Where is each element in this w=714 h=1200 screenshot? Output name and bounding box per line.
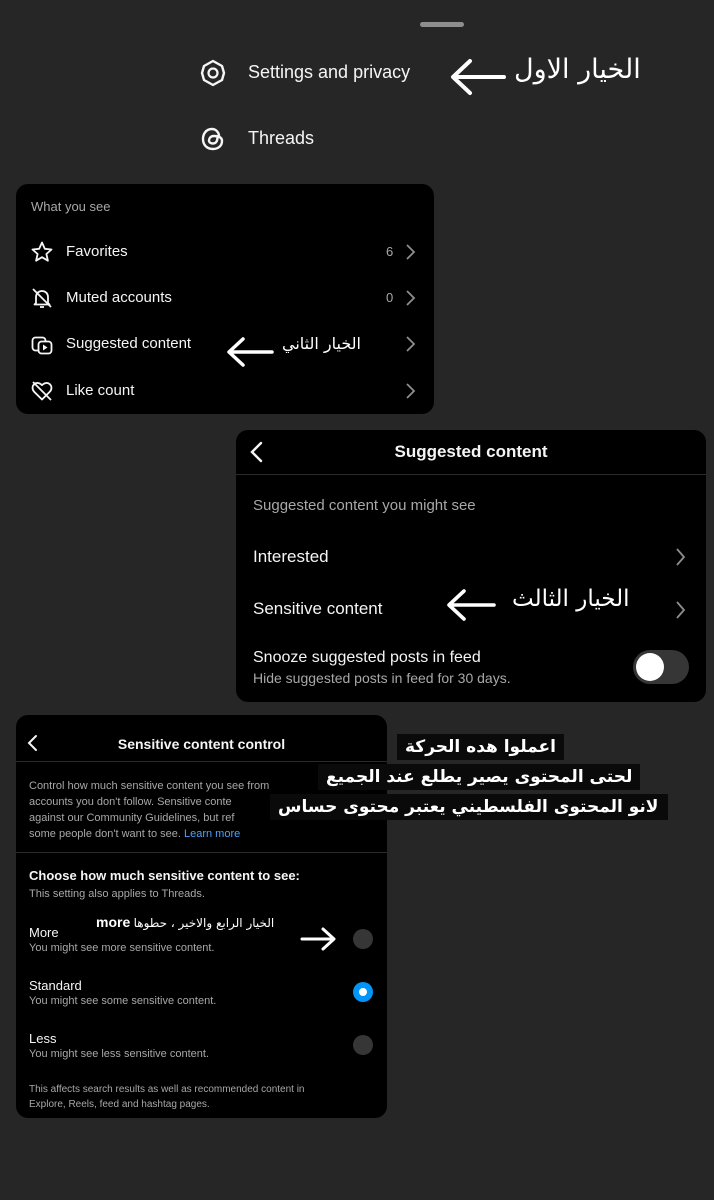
threads-label: Threads xyxy=(248,128,315,148)
option-label: Standard xyxy=(29,978,82,993)
gear-icon xyxy=(198,58,228,88)
option-label: Less xyxy=(29,1031,57,1046)
description-line: Control how much sensitive content you see from xyxy=(29,780,270,792)
annotation-fourth-option xyxy=(96,914,274,930)
favorites-label: Favorites xyxy=(66,243,128,260)
choose-heading: Choose how much sensitive content to see: xyxy=(29,868,300,883)
radio-less[interactable] xyxy=(353,1035,373,1055)
suggested-content-label: Suggested content xyxy=(66,335,192,352)
like-count-item[interactable] xyxy=(16,371,434,411)
description-line: some people don't want to see. xyxy=(29,828,181,840)
threads-item[interactable] xyxy=(180,114,706,164)
section-header: What you see xyxy=(31,199,111,214)
footer-line: This affects search results as well as recommended content in xyxy=(29,1084,305,1095)
option-description: You might see some sensitive content. xyxy=(29,995,217,1007)
favorites-item[interactable] xyxy=(16,232,434,272)
chevron-right-icon xyxy=(404,289,416,307)
annotation-text: الخيار الرابع والاخير ، حطوها xyxy=(133,916,275,930)
muted-accounts-count: 0 xyxy=(386,290,394,305)
drag-handle[interactable] xyxy=(420,22,464,27)
radio-standard[interactable] xyxy=(353,982,373,1002)
divider xyxy=(16,761,387,762)
muted-accounts-item[interactable] xyxy=(16,278,434,318)
choose-subheading: This setting also applies to Threads. xyxy=(29,888,205,900)
suggested-content-icon xyxy=(30,332,54,356)
arrow-left-icon xyxy=(224,334,276,370)
option-standard[interactable] xyxy=(16,973,387,1017)
snooze-toggle[interactable] xyxy=(633,650,689,684)
chevron-right-icon xyxy=(404,382,416,400)
footer-line: Explore, Reels, feed and hashtag pages. xyxy=(29,1099,210,1110)
interested-label: Interested xyxy=(253,547,329,566)
arrow-right-icon xyxy=(298,924,338,954)
threads-icon xyxy=(198,124,228,154)
snooze-subtitle: Hide suggested posts in feed for 30 days. xyxy=(253,670,511,686)
heart-off-icon xyxy=(30,379,54,403)
chevron-right-icon xyxy=(404,335,416,353)
muted-accounts-label: Muted accounts xyxy=(66,289,172,306)
option-description: You might see less sensitive content. xyxy=(29,1048,209,1060)
like-count-label: Like count xyxy=(66,382,135,399)
arrow-left-icon xyxy=(444,586,498,624)
footer-note xyxy=(29,1082,305,1112)
settings-label: Settings and privacy xyxy=(248,62,411,82)
option-less[interactable] xyxy=(16,1026,387,1070)
chevron-right-icon xyxy=(404,243,416,261)
what-you-see-panel xyxy=(16,184,434,414)
section-header: Suggested content you might see xyxy=(253,497,476,514)
divider xyxy=(16,852,387,853)
page-title: Sensitive content control xyxy=(117,736,286,752)
caption-line-1: اعملوا هده الحركة xyxy=(397,734,564,760)
option-label: More xyxy=(29,925,59,940)
chevron-right-icon xyxy=(674,600,686,620)
star-icon xyxy=(30,240,54,264)
option-description: You might see more sensitive content. xyxy=(29,942,215,954)
sensitive-content-label: Sensitive content xyxy=(253,599,383,618)
learn-more-link[interactable]: Learn more xyxy=(183,828,241,840)
menu-sheet xyxy=(180,8,706,180)
toggle-knob xyxy=(636,653,664,681)
annotation-bold: more xyxy=(96,914,131,930)
annotation-first-option: الخيار الاول xyxy=(514,54,641,85)
page-title: Suggested content xyxy=(394,442,548,461)
caption-line-3: لانو المحتوى الفلسطيني يعتبر محتوى حساس xyxy=(270,794,668,820)
favorites-count: 6 xyxy=(386,244,394,259)
chevron-right-icon xyxy=(674,547,686,567)
description-line: against our Community Guidelines, but ref xyxy=(29,812,235,824)
description-line: accounts you don't follow. Sensitive conte xyxy=(29,796,232,808)
annotation-third-option: الخيار الثالث xyxy=(512,586,630,612)
snooze-item xyxy=(236,646,706,692)
arrow-left-icon xyxy=(448,56,508,98)
divider xyxy=(236,474,706,475)
annotation-second-option: الخيار الثاني xyxy=(282,334,361,353)
caption-line-2: لحتى المحتوى يصير يطلع عند الجميع xyxy=(318,764,640,790)
muted-bell-icon xyxy=(30,286,54,310)
suggested-content-panel xyxy=(236,430,706,702)
interested-item[interactable] xyxy=(236,535,706,579)
snooze-title: Snooze suggested posts in feed xyxy=(253,649,481,666)
radio-more[interactable] xyxy=(353,929,373,949)
